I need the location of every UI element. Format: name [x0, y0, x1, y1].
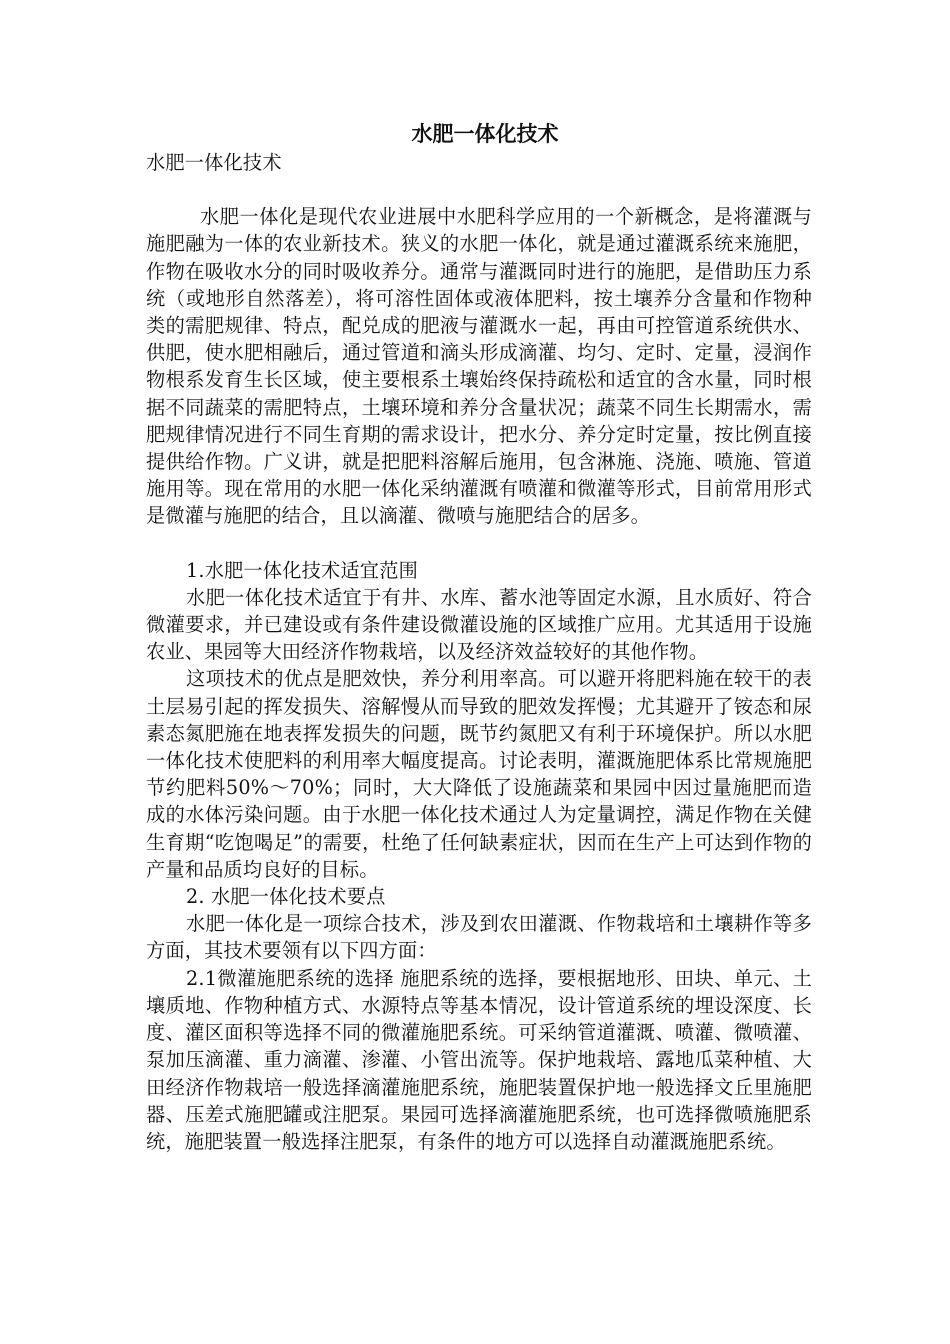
document-title: 水肥一体化技术 [411, 121, 559, 146]
section2-heading: 2. 水肥一体化技术要点 [186, 885, 386, 909]
document-subtitle: 水肥一体化技术 [146, 151, 282, 174]
intro-paragraph: 水肥一体化是现代农业进展中水肥科学应用的一个新概念，是将灌溉与施肥融为一体的农业新技术。狭义的水肥一体化，就是通过灌溉系统来施肥，作物在吸收水分的同时吸收养分。通常与灌溉同时进行的施肥，是借助压力系统（或地形自然落差），将可溶性固体或液体肥料，按土壤养分含量和作物种类的需肥规律、特点，配兑成的肥液与灌溉水一起，再由可控管道系统供水、供肥，使水肥相融后，通过管道和滴头形成滴灌、均匀、定时、定量，浸润作物根系发育生长区域，使主要根系土壤始终保持疏松和适宜的含水量，同时根据不同蔬菜的需肥特点，土壤环境和养分含量状况；蔬菜不同生长期需水，需肥规律情况进行不同生育期的需求设计，把水分、养分定时定量，按比例直接提供给作物。广义讲，就是把肥料溶解后施用，包含淋施、浇施、喷施、管道施用等。现在常用的水肥一体化采纳灌溉有喷灌和微灌等形式，目前常用形式是微灌与施肥的结合，且以滴灌、微喷与施肥结合的居多。 [146, 205, 812, 528]
section1-paragraph-1: 水肥一体化技术适宜于有井、水库、蓄水池等固定水源，且水质好、符合微灌要求，并已建设或有条件建设微灌设施的区域推广应用。尤其适用于设施农业、果园等大田经济作物栽培，以及经济效益较好的其他作物。 [146, 585, 812, 664]
section2-paragraph-1: 水肥一体化是一项综合技术，涉及到农田灌溉、作物栽培和土壤耕作等多方面，其技术要领有以下四方面： [146, 912, 812, 963]
paragraph-gap [146, 530, 812, 557]
section1-paragraph-2: 这项技术的优点是肥效快，养分利用率高。可以避开将肥料施在较干的表土层易引起的挥发损失、溶解慢从而导致的肥效发挥慢；尤其避开了铵态和尿素态氮肥施在地表挥发损失的问题，既节约氮肥又有利于环境保护。所以水肥一体化技术使肥料的利用率大幅度提高。讨论表明，灌溉施肥体系比常规施肥节约肥料50%～70%；同时，大大降低了设施蔬菜和果园中因过量施肥而造成的水体污染问题。由于水肥一体化技术通过人为定量调控，满足作物在关健生育期“吃饱喝足”的需要，杜绝了任何缺素症状，因而在生产上可达到作物的产量和品质均良好的目标。 [146, 667, 812, 881]
section2-1-paragraph: 2.1微灌施肥系统的选择 施肥系统的选择，要根据地形、田块、单元、土壤质地、作物种植方式、水源特点等基本情况，设计管道系统的埋设深度、长度、灌区面积等选择不同的微灌施肥系统。可采纳管道灌溉、喷灌、微喷灌、泵加压滴灌、重力滴灌、渗灌、小管出流等。保护地栽培、露地瓜菜种植、大田经济作物栽培一般选择滴灌施肥系统，施肥装置保护地一般选择文丘里施肥器、压差式施肥罐或注肥泵。果园可选择滴灌施肥系统，也可选择微喷施肥系统，施肥装置一般选择注肥泵，有条件的地方可以选择自动灌溉施肥系统。 [146, 966, 812, 1153]
section1-heading: 1.水肥一体化技术适宜范围 [186, 558, 418, 582]
